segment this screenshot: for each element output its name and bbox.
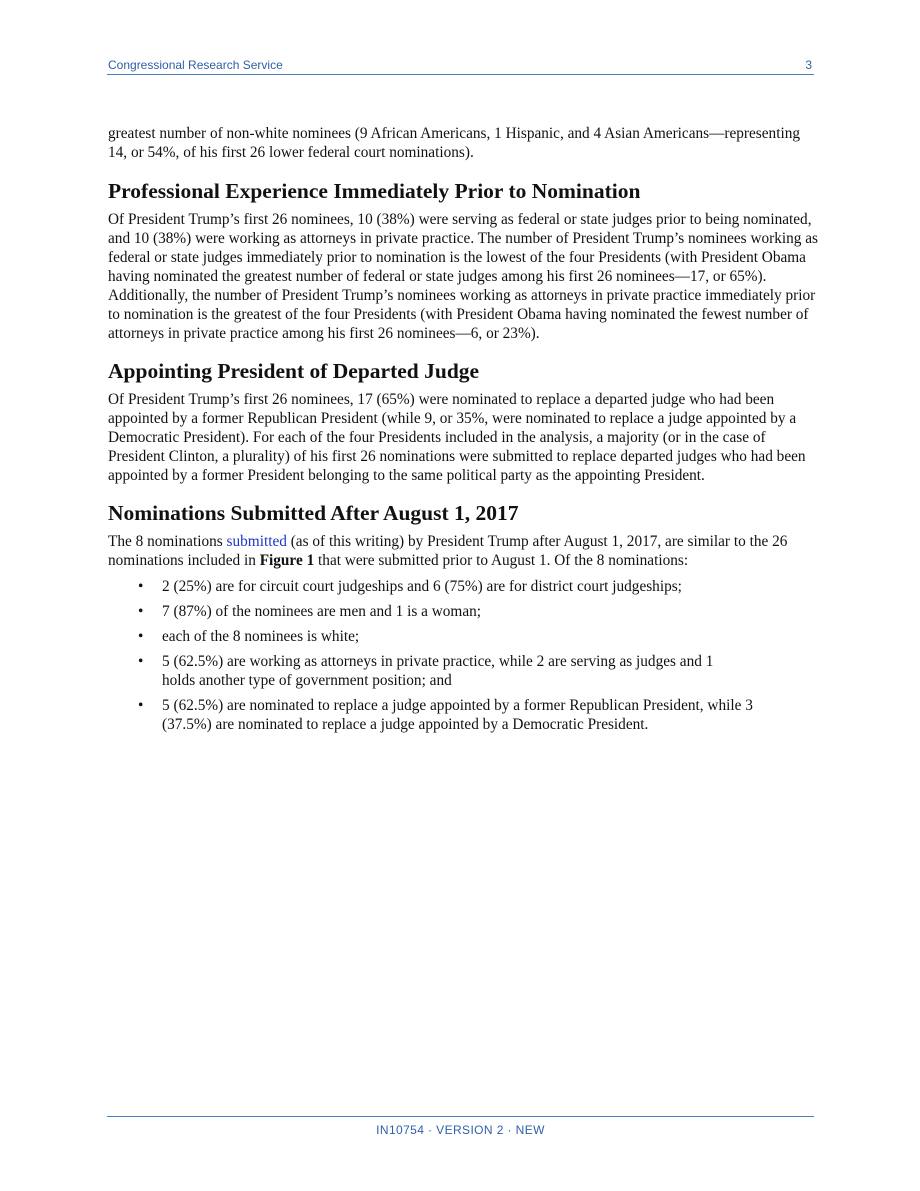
bullet-text: each of the 8 nominees is white;	[162, 628, 360, 645]
figure-1-reference: Figure 1	[259, 552, 315, 569]
page-header	[107, 57, 814, 75]
heading-nominations-after-august: Nominations Submitted After August 1, 2017	[108, 501, 519, 525]
paragraph-professional-experience: Of President Trump’s first 26 nominees, 10 (38%) were serving as federal or state judges prior to being nominated, and 10 (38%) were working as attorneys in private practice. The number of President Trump’s nominees working as federal or state judges immediately prior to nomination is the lowest of the four Presidents (with President Obama having nominated the greatest number of federal or state judges among his first 26 nominees—17, or 65%). Additionally, the number of President Trump’s nominees working as attorneys in private practice immediately prior to nomination is the greatest of the four Presidents (with President Obama having nominated the fewest number of attorneys in private practice among his first 26 nominees—6, or 23%).	[108, 211, 819, 342]
nominations-text-1: The 8 nominations	[108, 533, 227, 550]
bullet-icon: •	[138, 628, 144, 645]
header-page-number: 3	[805, 58, 812, 72]
page-footer	[107, 1116, 814, 1137]
list-item	[108, 602, 818, 621]
bullet-icon: •	[138, 578, 144, 595]
bullet-text: 7 (87%) of the nominees are men and 1 is a woman;	[162, 603, 482, 620]
bullet-icon: •	[138, 653, 144, 670]
list-item	[108, 652, 722, 690]
bullet-icon: •	[138, 603, 144, 620]
paragraph-nominations-after-august	[108, 532, 818, 570]
bullet-text: 2 (25%) are for circuit court judgeships and 6 (75%) are for district court judgeships;	[162, 578, 682, 595]
list-item	[108, 577, 818, 596]
heading-professional-experience: Professional Experience Immediately Prior to Nomination	[108, 179, 641, 203]
footer-doc-id: IN10754 · VERSION 2 · NEW	[376, 1123, 545, 1137]
intro-paragraph: greatest number of non-white nominees (9 African Americans, 1 Hispanic, and 4 Asian Americans—representing 14, or 54%, of his first 26 lower federal court nominations).	[108, 125, 800, 161]
list-item	[108, 696, 762, 734]
bullet-text: 5 (62.5%) are nominated to replace a judge appointed by a former Republican President, while 3 (37.5%) are nominated to replace a judge appointed by a Democratic President.	[162, 697, 753, 733]
list-item	[108, 627, 818, 646]
header-org-name: Congressional Research Service	[108, 58, 283, 72]
heading-appointing-president: Appointing President of Departed Judge	[108, 359, 480, 383]
submitted-link[interactable]: submitted	[226, 533, 287, 550]
paragraph-appointing-president: Of President Trump’s first 26 nominees, 17 (65%) were nominated to replace a departed judge who had been appointed by a former Republican President (while 9, or 35%, were nominated to replace a judge appointed by a Democratic President). For each of the four Presidents included in the analysis, a majority (or in the case of President Clinton, a plurality) of his first 26 nominations were submitted to replace departed judges who had been appointed by a former President belonging to the same political party as the appointing President.	[108, 391, 806, 484]
nominations-text-3: that were submitted prior to August 1. Of the 8 nominations:	[314, 552, 689, 569]
bullet-icon: •	[138, 697, 144, 714]
bullet-text: 5 (62.5%) are working as attorneys in private practice, while 2 are serving as judges and 1 holds another type of government position; and	[162, 653, 714, 689]
nominations-text-2: (as of this writing) by President Trump after August 1, 2017, are similar to the 26 nominations included in	[108, 533, 788, 569]
page-content	[108, 124, 818, 740]
nominations-bullet-list	[108, 577, 818, 734]
